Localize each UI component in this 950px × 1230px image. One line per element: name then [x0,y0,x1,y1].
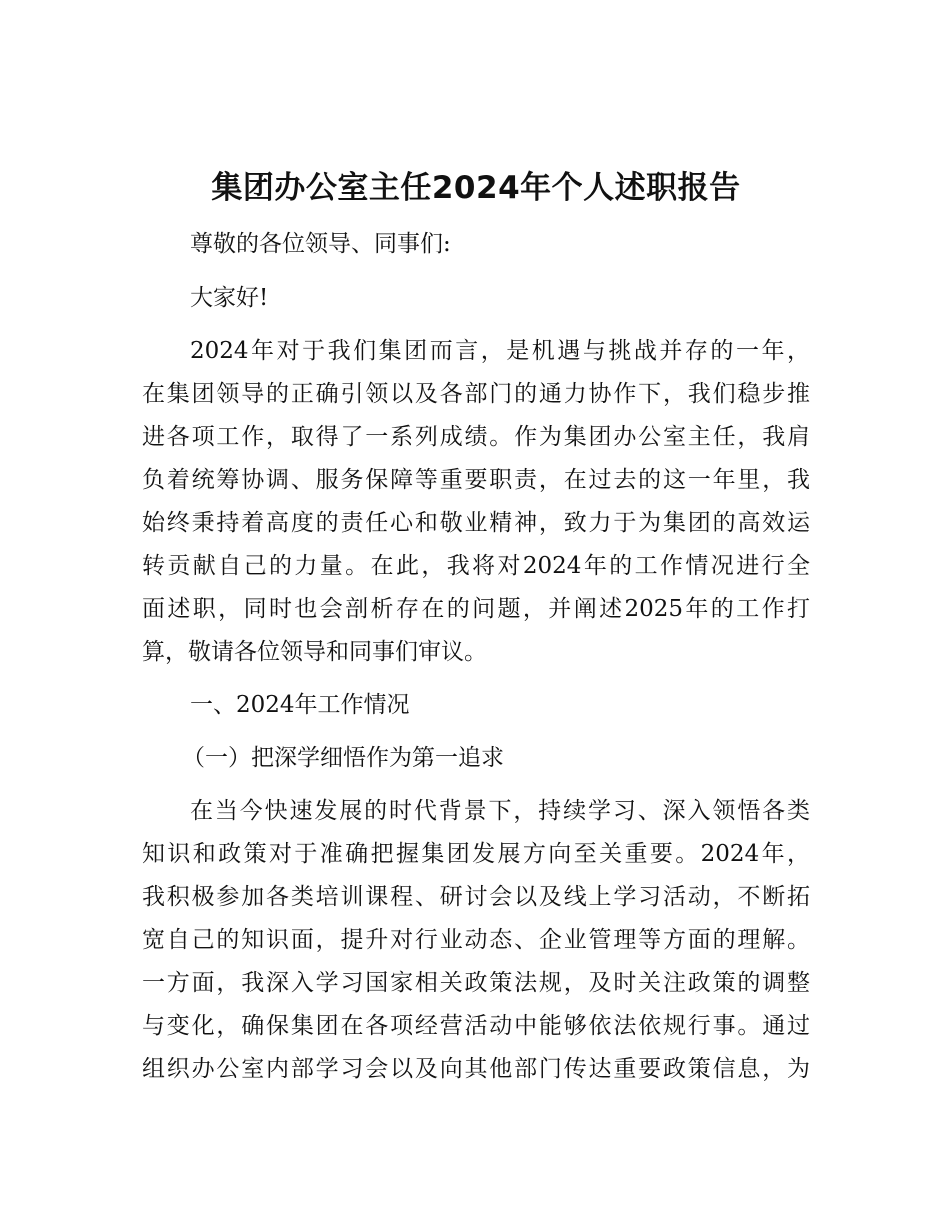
paragraph-line: 组织办公室内部学习会以及向其他部门传达重要政策信息，为 [142,1056,810,1082]
paragraph-line: 在当今快速发展的时代背景下，持续学习、深入领悟各类 [190,798,810,824]
paragraph-line: 始终秉持着高度的责任心和敬业精神，致力于为集团的高效运 [142,510,810,536]
subsection-heading: （一）把深学细悟作为第一追求 [182,745,504,771]
paragraph-line: 负着统筹协调、服务保障等重要职责，在过去的这一年里，我 [142,467,810,493]
paragraph-line: 面述职，同时也会剖析存在的问题，并阐述2025年的工作打 [142,596,810,622]
paragraph-line: 算，敬请各位领导和同事们审议。 [142,639,487,665]
paragraph-line: 进各项工作，取得了一系列成绩。作为集团办公室主任，我肩 [142,424,810,450]
paragraph-line: 与变化，确保集团在各项经营活动中能够依法依规行事。通过 [142,1013,810,1039]
paragraph-line: 一方面，我深入学习国家相关政策法规，及时关注政策的调整 [142,970,810,996]
paragraph-line: 2024年对于我们集团而言，是机遇与挑战并存的一年， [190,338,810,364]
paragraph-line: 知识和政策对于准确把握集团发展方向至关重要。2024年， [142,841,810,867]
greeting: 大家好! [190,285,269,311]
document-title: 集团办公室主任2024年个人述职报告 [211,170,741,206]
paragraph-line: 我积极参加各类培训课程、研讨会以及线上学习活动，不断拓 [142,884,810,910]
salutation: 尊敬的各位领导、同事们: [190,231,451,257]
section-heading: 一、2024年工作情况 [190,692,410,718]
paragraph-line: 宽自己的知识面，提升对行业动态、企业管理等方面的理解。 [142,927,810,953]
paragraph-line: 转贡献自己的力量。在此，我将对2024年的工作情况进行全 [142,553,810,579]
paragraph-line: 在集团领导的正确引领以及各部门的通力协作下，我们稳步推 [142,381,810,407]
